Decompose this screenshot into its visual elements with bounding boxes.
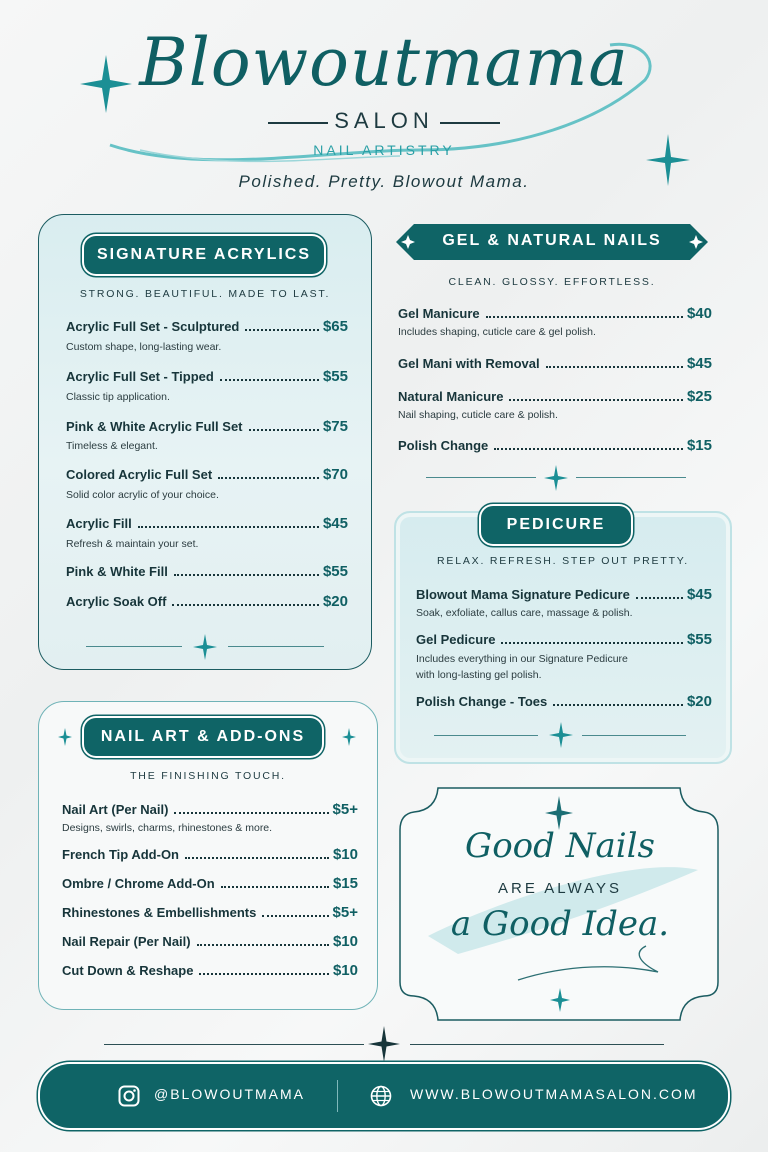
item-description: Custom shape, long-lasting wear.	[66, 341, 222, 353]
divider	[434, 735, 538, 736]
menu-item	[398, 388, 712, 405]
item-price: $40	[686, 305, 712, 322]
brand-salon: SALON	[334, 108, 434, 133]
item-price: $10	[332, 933, 358, 950]
menu-item	[62, 846, 358, 863]
menu-item	[66, 318, 348, 335]
sparkle-icon	[544, 465, 568, 491]
item-price: $10	[332, 962, 358, 979]
menu-item	[62, 933, 358, 950]
item-price: $45	[322, 515, 348, 532]
menu-item	[398, 437, 712, 454]
item-description: Timeless & elegant.	[66, 440, 158, 452]
menu-item	[62, 904, 358, 921]
divider	[104, 1044, 364, 1045]
menu-item	[62, 801, 358, 818]
item-name: Polish Change	[398, 438, 489, 453]
website-link[interactable]: WWW.BLOWOUTMAMASALON.COM	[410, 1086, 698, 1102]
sparkle-icon	[550, 988, 570, 1012]
item-description: Solid color acrylic of your choice.	[66, 489, 219, 501]
item-price: $70	[322, 466, 348, 483]
divider	[228, 646, 324, 647]
section-tagline: THE FINISHING TOUCH.	[130, 770, 286, 782]
section-tagline: CLEAN. GLOSSY. EFFORTLESS.	[448, 276, 656, 288]
menu-item	[416, 693, 712, 710]
footer-separator	[337, 1080, 338, 1112]
item-price: $45	[686, 586, 712, 603]
item-name: Gel Pedicure	[416, 632, 496, 647]
item-name: Natural Manicure	[398, 389, 504, 404]
quote-line-1: Good Nails	[465, 826, 655, 866]
item-name: Pink & White Fill	[66, 564, 168, 579]
nail-art-title: NAIL ART & ADD-ONS	[84, 718, 322, 756]
item-name: Acrylic Fill	[66, 516, 132, 531]
item-price: $25	[686, 388, 712, 405]
divider	[576, 477, 686, 478]
item-price: $15	[332, 875, 358, 892]
item-name: Gel Manicure	[398, 306, 480, 321]
item-description: Includes shaping, cuticle care & gel polish.	[398, 326, 596, 338]
item-price: $55	[322, 368, 348, 385]
item-name: Blowout Mama Signature Pedicure	[416, 587, 630, 602]
menu-item	[398, 305, 712, 322]
menu-item	[66, 466, 348, 483]
item-name: Nail Repair (Per Nail)	[62, 934, 191, 949]
sparkle-icon	[58, 728, 72, 746]
item-name: Acrylic Full Set - Tipped	[66, 369, 214, 384]
menu-item	[66, 368, 348, 385]
divider	[582, 735, 686, 736]
brand-subtitle: NAIL ARTISTRY	[313, 142, 455, 158]
item-description: Nail shaping, cuticle care & polish.	[398, 409, 558, 421]
menu-item	[416, 631, 712, 648]
item-name: Pink & White Acrylic Full Set	[66, 419, 243, 434]
footer-bar	[40, 1064, 728, 1128]
sparkle-icon	[545, 796, 573, 830]
instagram-icon[interactable]	[118, 1085, 140, 1107]
pedicure-title: PEDICURE	[481, 506, 631, 544]
item-price: $15	[686, 437, 712, 454]
signature-acrylics-title: SIGNATURE ACRYLICS	[84, 236, 324, 274]
brand-title: Blowoutmama	[139, 24, 629, 101]
item-name: Nail Art (Per Nail)	[62, 802, 169, 817]
menu-item	[66, 563, 348, 580]
item-name: Ombre / Chrome Add-On	[62, 876, 215, 891]
divider	[426, 477, 536, 478]
item-name: Acrylic Soak Off	[66, 594, 167, 609]
section-tagline: STRONG. BEAUTIFUL. MADE TO LAST.	[79, 288, 331, 300]
sparkle-icon	[549, 722, 573, 748]
menu-item	[66, 418, 348, 435]
item-price: $20	[686, 693, 712, 710]
item-name: Rhinestones & Embellishments	[62, 905, 257, 920]
instagram-handle-link[interactable]: @BLOWOUTMAMA	[154, 1086, 305, 1102]
sparkle-icon	[342, 728, 356, 746]
quote-line-3: a Good Idea.	[450, 904, 670, 944]
item-name: Polish Change - Toes	[416, 694, 548, 709]
item-description: Classic tip application.	[66, 391, 170, 403]
item-price: $55	[322, 563, 348, 580]
sparkle-icon	[193, 634, 217, 660]
section-tagline: RELAX. REFRESH. STEP OUT PRETTY.	[437, 555, 689, 567]
item-description: Refresh & maintain your set.	[66, 538, 199, 550]
item-price: $5+	[332, 801, 358, 818]
menu-item	[62, 875, 358, 892]
quote-line-2: ARE ALWAYS	[498, 880, 622, 897]
item-price: $75	[322, 418, 348, 435]
item-name: Colored Acrylic Full Set	[66, 467, 213, 482]
item-price: $65	[322, 318, 348, 335]
divider	[410, 1044, 664, 1045]
item-description: Includes everything in our Signature Pedicure	[416, 653, 628, 665]
item-price: $10	[332, 846, 358, 863]
menu-item	[416, 586, 712, 603]
item-price: $5+	[332, 904, 358, 921]
brand-tagline: Polished. Pretty. Blowout Mama.	[238, 172, 530, 191]
item-description: Soak, exfoliate, callus care, massage & polish.	[416, 607, 633, 619]
item-name: Cut Down & Reshape	[62, 963, 194, 978]
menu-item	[62, 962, 358, 979]
item-price: $45	[686, 355, 712, 372]
gel-natural-title: GEL & NATURAL NAILS	[442, 232, 662, 249]
item-description: Designs, swirls, charms, rhinestones & more.	[62, 822, 273, 834]
item-name: Gel Mani with Removal	[398, 356, 540, 371]
item-name: Acrylic Full Set - Sculptured	[66, 319, 240, 334]
menu-item	[398, 355, 712, 372]
item-description: with long-lasting gel polish.	[416, 669, 542, 681]
divider	[86, 646, 182, 647]
item-price: $55	[686, 631, 712, 648]
sparkle-icon	[368, 1026, 400, 1062]
item-name: French Tip Add-On	[62, 847, 179, 862]
menu-item	[66, 515, 348, 532]
menu-item	[66, 593, 348, 610]
globe-icon[interactable]	[370, 1085, 392, 1107]
item-price: $20	[322, 593, 348, 610]
